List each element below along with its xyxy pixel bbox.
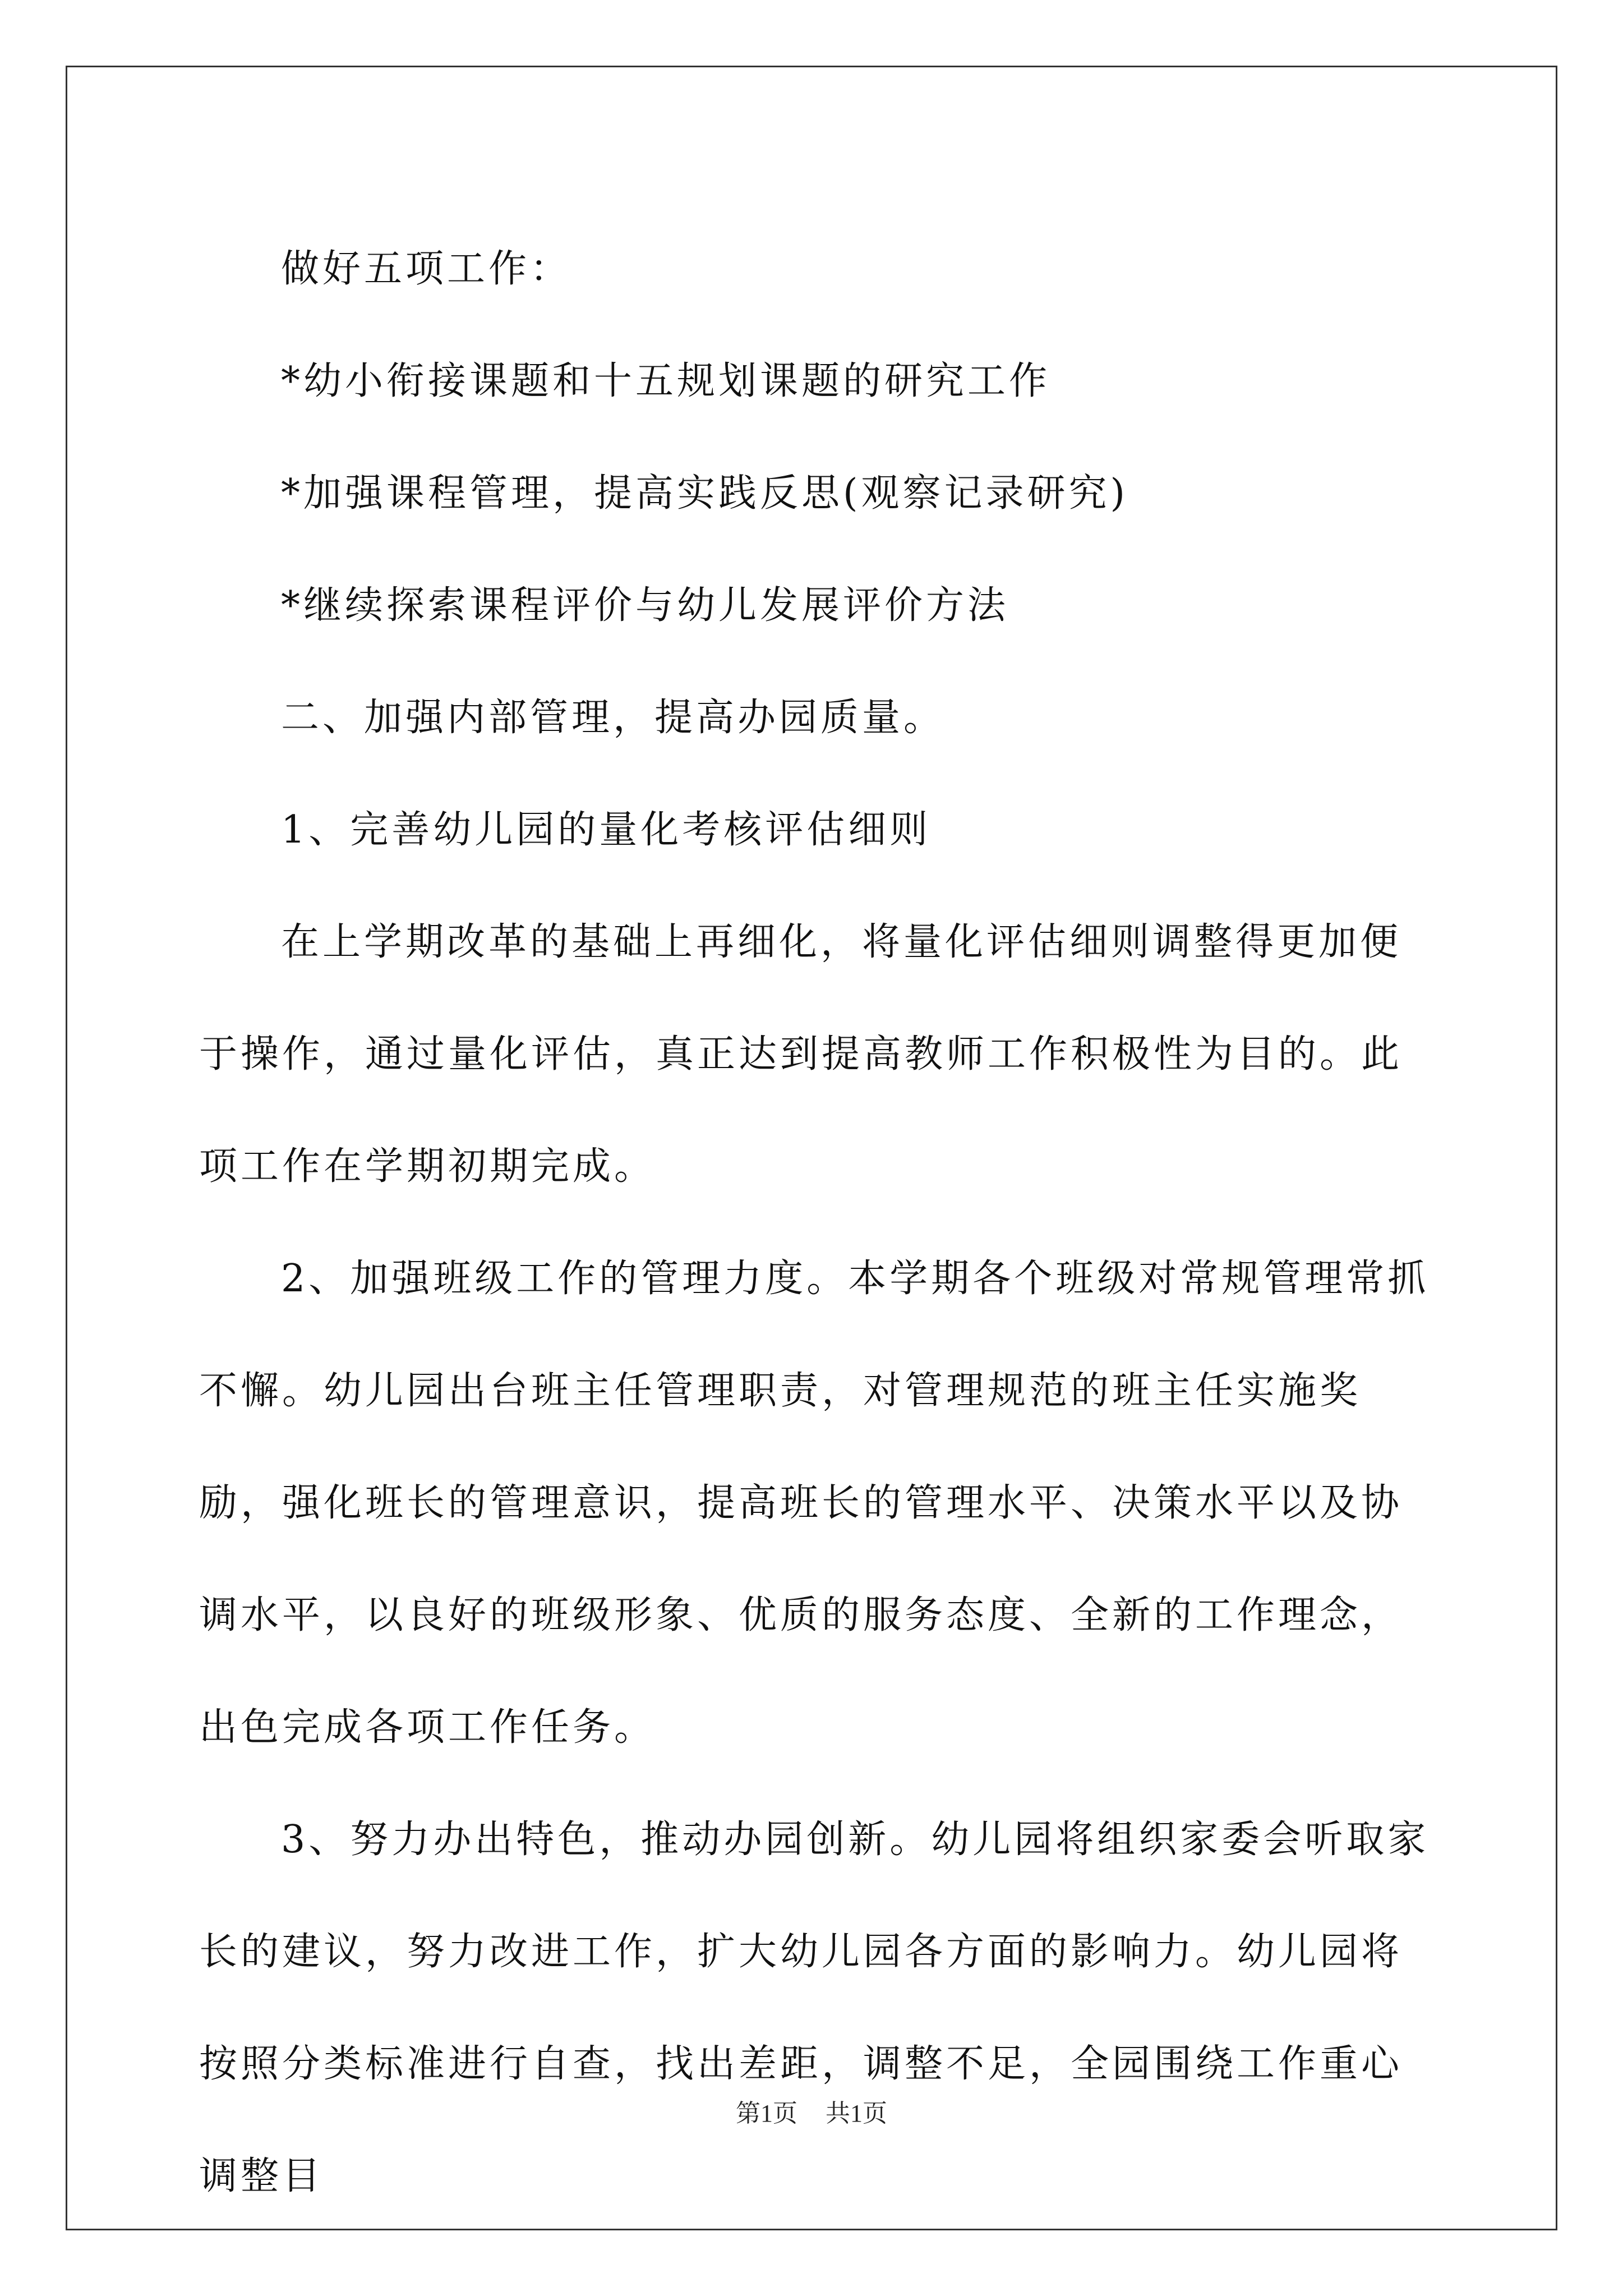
bullet-item-research: *幼小衔接课题和十五规划课题的研究工作 xyxy=(281,359,1051,403)
document-body xyxy=(199,213,1433,2233)
paragraph-assessment-details: 在上学期改革的基础上再细化，将量化评估细则调整得更加便于操作，通过量化评估，真正达到提高教师工作积极性为目的。此项工作在学期初期完成。 xyxy=(199,920,1403,1189)
page-number: 第1页 xyxy=(736,2100,797,2127)
page-footer xyxy=(0,2097,1623,2131)
paragraph-class-management: 2、加强班级工作的管理力度。本学期各个班级对常规管理常抓不懈。幼儿园出台班主任管理职责，对管理规范的班主任实施奖励，强化班长的管理意识，提高班长的管理水平、决策水平以及协调水平，以良好的班级形象、优质的服务态度、全新的工作理念，出色完成各项工作任务。 xyxy=(199,1257,1430,1750)
paragraph-innovation: 3、努力办出特色，推动办园创新。幼儿园将组织家委会听取家长的建议，努力改进工作，扩大幼儿园各方面的影响力。幼儿园将按照分类标准进行自查，找出差距，调整不足，全园围绕工作重心调整目 xyxy=(199,1818,1430,2198)
subheading-assessment-rules: 1、完善幼儿园的量化考核评估细则 xyxy=(281,808,932,852)
page-total: 共1页 xyxy=(826,2100,887,2127)
paragraph-heading-five-tasks: 做好五项工作： xyxy=(281,247,572,291)
bullet-item-evaluation: *继续探索课程评价与幼儿发展评价方法 xyxy=(281,583,1009,628)
section-heading-internal-management: 二、加强内部管理，提高办园质量。 xyxy=(281,696,946,740)
bullet-item-curriculum: *加强课程管理，提高实践反思(观察记录研究) xyxy=(281,471,1129,516)
